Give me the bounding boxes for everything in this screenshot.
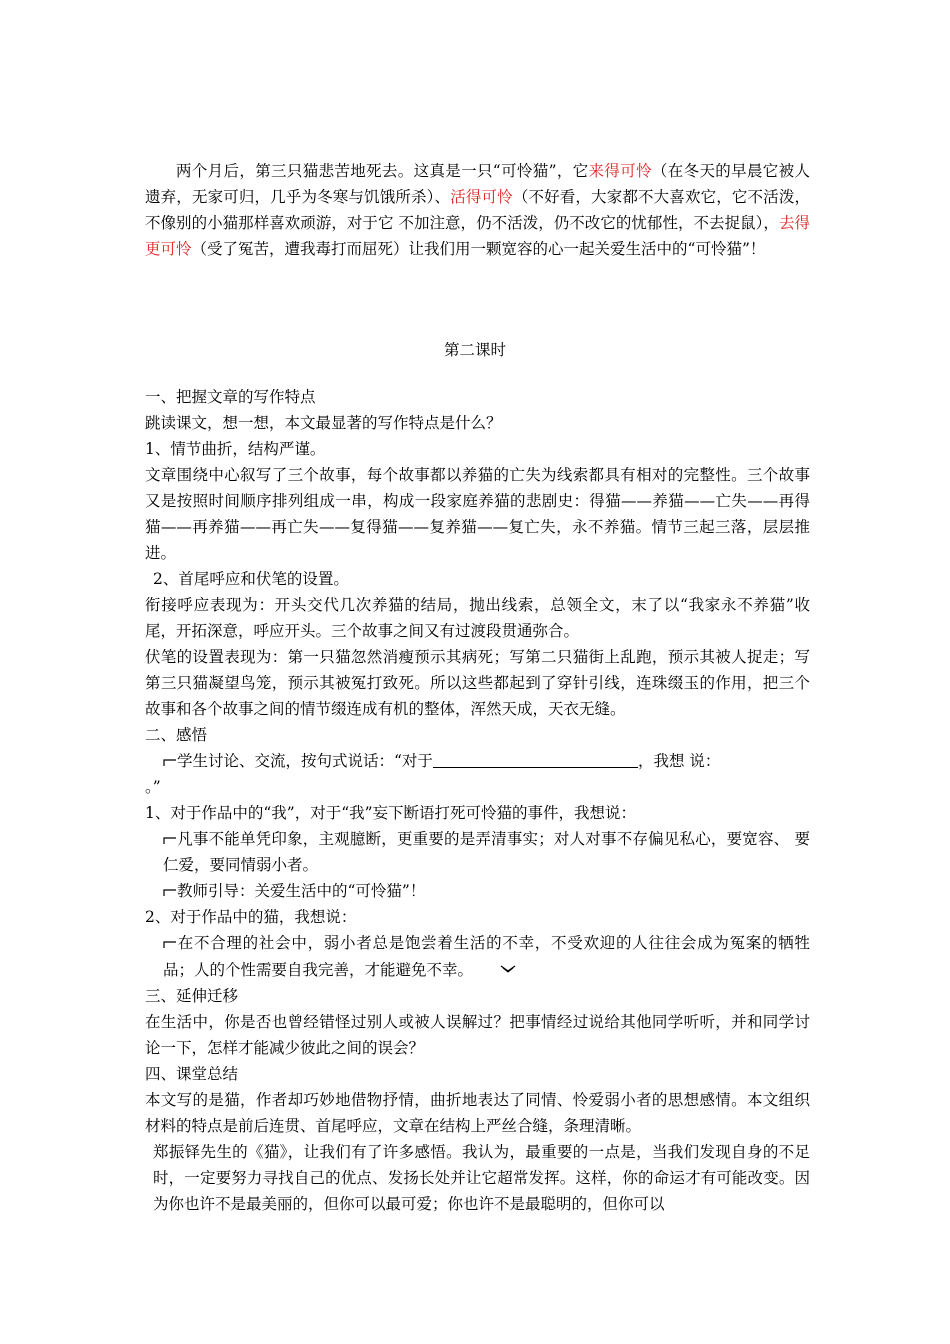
point2-text2: 伏笔的设置表现为：第一只猫忽然消瘦预示其病死；写第二只猫街上乱跑，预示其被人捉走；写第三只猫凝望鸟笼，预示其被冤打致死。所以这些都起到了穿针引线，连珠缀玉的作用，把三个故事和各个故事之间的情节缀连成有机的整体，浑然天成，天衣无缝。 [145,648,810,718]
prompt-text-a: 学生讨论、交流，按句式说话：“对于 [177,752,433,770]
teacher-guide [145,878,810,904]
highlight-lived-pitiful: 活得可怜 [450,188,513,206]
bullet-mark-icon [163,887,177,897]
question-2: 2、对于作品中的猫，我想说： [145,908,357,926]
chevron-down-icon [499,956,517,966]
intro-text-a: 两个月后，第三只猫悲苦地死去。这真是一只“可怜猫”，它 [176,162,589,180]
bullet-mark-icon [163,757,177,767]
highlight-came-pitiful: 来得可怜 [588,162,652,180]
fill-in-blank[interactable] [433,751,638,768]
bullet-mark-icon [163,939,177,949]
teacher-guide-text: 教师引导：关爱生活中的“可怜猫”！ [177,882,426,900]
highlight-died-more-pitiful: 去得更可怜 [145,214,810,258]
intro-text-c: （不好看，大家都不大喜欢它，它不活泼，不像别的小猫那样喜欢顽游，对于它 不加注意，仍不活泼，仍不改它的忧郁性，不去捉鼠）， [145,188,810,232]
part1-heading: 一、把握文章的写作特点 [145,388,316,406]
prompt-text-b: ，我想 说： [637,752,721,770]
part3-heading: 三、延伸迁移 [145,987,239,1005]
intro-text-b: （在冬天的早晨它被人遗弃，无家可归，几乎为冬寒与饥饿所杀）、 [145,162,810,206]
part4-heading: 四、课堂总结 [145,1065,239,1083]
discussion-prompt [145,748,810,774]
part3-text: 在生活中，你是否也曾经错怪过别人或被人误解过？把事情经过说给其他同学听听，并和同学讨论一下，怎样才能减少彼此之间的误会？ [145,1013,810,1057]
intro-text-d: （受了冤苦，遭我毒打而屈死）让我们用一颗宽容的心一起关爱生活中的“可怜猫”！ [191,240,766,258]
part1-question: 跳读课文，想一想，本文最显著的写作特点是什么？ [145,414,502,432]
intro-paragraph [145,158,810,262]
question-1: 1、对于作品中的“我”，对于“我”妄下断语打死可怜猫的事件，我想说： [145,804,637,822]
answer-2 [145,930,810,983]
answer-1 [145,826,810,878]
part4-text1: 本文写的是猫，作者却巧妙地借物抒情，曲折地表达了同情、怜爱弱小者的思想感情。本文组织材料的特点是前后连贯、首尾呼应，文章在结构上严丝合缝，条理清晰。 [145,1091,810,1135]
part2-heading: 二、感悟 [145,726,208,744]
section-title: 第二课时 [443,341,506,359]
lesson-body [145,384,810,1217]
answer-2-text: 在不合理的社会中，弱小者总是饱尝着生活的不幸，不受欢迎的人往往会成为冤案的牺牲 品；人的个性需要自我完善，才能避免不幸。 [163,934,810,979]
point2-title: 2、首尾呼应和伏笔的设置。 [153,570,349,588]
point1-title: 1、情节曲折，结构严谨。 [145,440,326,458]
prompt-text-c: 。” [145,778,161,796]
point1-text: 文章围绕中心叙写了三个故事，每个故事都以养猫的亡失为线索都具有相对的完整性。三个故事又是按照时间顺序排列组成一串，构成一段家庭养猫的悲剧史：得猫——养猫——亡失——再得猫——再养猫——再亡失——复得猫——复养猫——复亡失，永不养猫。情节三起三落，层层推进。 [145,466,810,562]
answer-1-text: 凡事不能单凭印象，主观臆断，更重要的是弄清事实；对人对事不存偏见私心，要宽容、 要仁爱，要同情弱小者。 [163,830,810,874]
part4-text2: 郑振铎先生的《猫》，让我们有了许多感悟。我认为，最重要的一点是，当我们发现自身的不足时，一定要努力寻找自己的优点、发扬长处并让它超常发挥。这样，你的命运才有可能改变。因为你也许不是最美丽的，但你可以最可爱；你也许不是最聪明的，但你可以 [153,1143,810,1213]
bullet-mark-icon [163,835,177,845]
point2-text1: 衔接呼应表现为：开头交代几次养猫的结局，抛出线索，总领全文，末了以“我家永不养猫”收尾，开拓深意，呼应开头。三个故事之间又有过渡段贯通弥合。 [145,596,810,640]
